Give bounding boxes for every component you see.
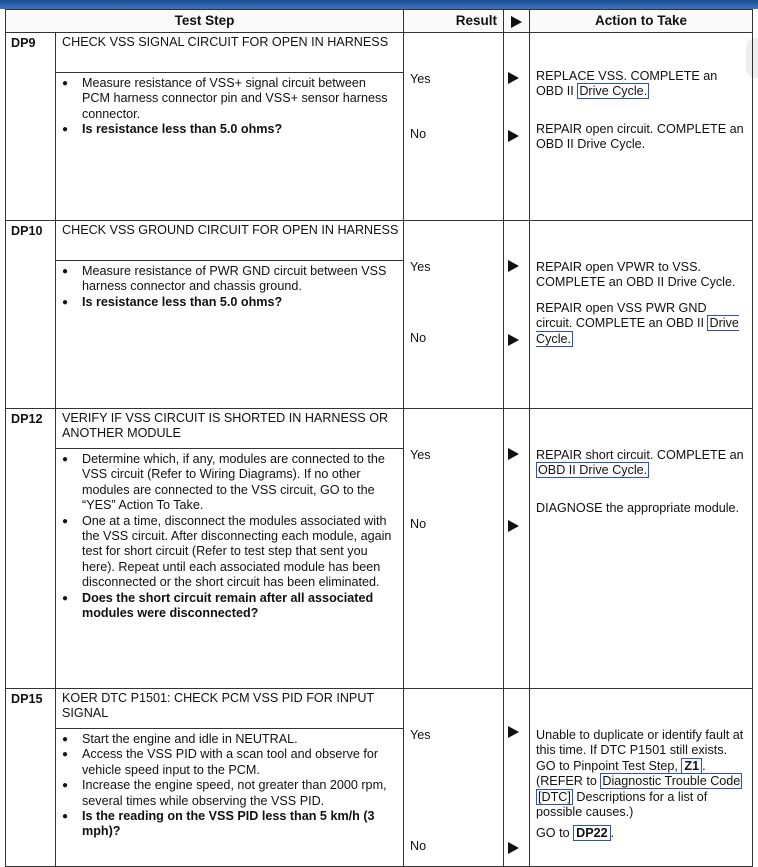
- result-no: No: [410, 331, 427, 346]
- result-yes: Yes: [410, 728, 431, 742]
- step-title-row: [6, 409, 753, 449]
- step-title-row: [6, 221, 753, 261]
- step-id: DP12: [6, 409, 56, 689]
- action-no: [536, 826, 746, 841]
- step-bullet: ● Determine which, if any, modules are connected to the VSS circuit (Refer to Wiring Diagrams). If no other modules are connected to the VSS circuit, GO to the “YES” Action To Take.: [80, 452, 397, 514]
- drive-cycle-link[interactable]: Drive Cycle.: [536, 316, 739, 346]
- diagnostic-table-sheet: [5, 9, 752, 854]
- action-cell: [530, 409, 753, 689]
- arrow-cell: [504, 409, 530, 689]
- step-body: [56, 73, 404, 221]
- action-no: REPAIR open circuit. COMPLETE an OBD II Drive Cycle.: [536, 121, 744, 152]
- arrow-right-icon: [508, 260, 519, 272]
- step-title: VERIFY IF VSS CIRCUIT IS SHORTED IN HARNESS OR ANOTHER MODULE: [56, 409, 404, 449]
- header-test-step: Test Step: [6, 10, 404, 33]
- drive-cycle-link[interactable]: Drive Cycle.: [579, 84, 648, 99]
- step-id: DP9: [6, 33, 56, 221]
- arrow-right-icon: [508, 130, 519, 142]
- action-yes: [536, 448, 746, 479]
- arrow-cell: [504, 33, 530, 221]
- result-yes: Yes: [410, 72, 431, 86]
- action-no: DIAGNOSE the appropriate module.: [536, 500, 740, 515]
- arrow-right-icon: [508, 448, 519, 460]
- action-cell: [530, 221, 753, 409]
- step-title-row: [6, 689, 753, 729]
- result-no: No: [410, 517, 427, 532]
- action-text: .: [610, 826, 615, 841]
- action-text: . (REFER to: [536, 758, 706, 789]
- result-cell: [404, 689, 504, 867]
- action-text: Unable to duplicate or identify fault at this time. If DTC P1501 still exists. GO to Pinpoint Test Step,: [536, 728, 744, 773]
- arrow-right-icon: [508, 72, 519, 84]
- arrow-right-icon: [508, 520, 519, 532]
- step-question: ● Is the reading on the VSS PID less than 5 km/h (3 mph)?: [80, 809, 397, 840]
- step-title: KOER DTC P1501: CHECK PCM VSS PID FOR INPUT SIGNAL: [56, 689, 404, 729]
- arrow-right-icon: [511, 16, 522, 28]
- action-no: [536, 301, 746, 347]
- step-title: CHECK VSS SIGNAL CIRCUIT FOR OPEN IN HARNESS: [56, 33, 404, 73]
- step-bullet: ● Measure resistance of VSS+ signal circuit between PCM harness connector pin and VSS+ sensor harness connector.: [80, 76, 397, 122]
- arrow-right-icon: [508, 842, 519, 854]
- action-cell: [530, 33, 753, 221]
- step-bullet: ● Start the engine and idle in NEUTRAL.: [80, 732, 397, 747]
- action-cell: [530, 689, 753, 867]
- arrow-cell: [504, 221, 530, 409]
- action-yes: [536, 69, 746, 100]
- action-yes: REPAIR open VPWR to VSS. COMPLETE an OBD II Drive Cycle.: [536, 260, 736, 290]
- step-id: DP15: [6, 689, 56, 867]
- step-bullet: ● Increase the engine speed, not greater than 2000 rpm, several times while observing the VSS PID.: [80, 778, 397, 809]
- action-text: REPLACE VSS. COMPLETE an OBD II: [536, 69, 718, 99]
- dtc-link[interactable]: Diagnostic Trouble Code: [602, 774, 741, 789]
- action-text: GO to: [536, 826, 574, 841]
- action-text: REPAIR open VSS PWR GND circuit. COMPLETE an OBD II: [536, 300, 708, 331]
- header-result: Result: [404, 10, 504, 33]
- drive-cycle-link[interactable]: OBD II Drive Cycle.: [538, 463, 648, 478]
- result-cell: [404, 33, 504, 221]
- header-action: Action to Take: [530, 10, 753, 33]
- action-yes: [536, 728, 746, 820]
- step-body: [56, 449, 404, 689]
- result-no: No: [410, 127, 427, 142]
- step-title-row: [6, 33, 753, 73]
- step-body: [56, 729, 404, 867]
- step-body: [56, 261, 404, 409]
- step-question: ● Is resistance less than 5.0 ohms?: [80, 295, 397, 310]
- pinpoint-step-link[interactable]: DP22: [573, 825, 611, 841]
- result-cell: [404, 221, 504, 409]
- step-bullet: ● One at a time, disconnect the modules associated with the VSS circuit. After disconnecting each module, again test for short circuit (Refer to test step that sent you here). Repeat until each associated module has been disconnected or the short circuit has been eliminated.: [80, 514, 397, 591]
- dtc-abbrev-link[interactable]: [DTC]: [538, 789, 571, 804]
- arrow-cell: [504, 689, 530, 867]
- result-yes: Yes: [410, 448, 431, 462]
- table-header-row: [6, 10, 753, 33]
- step-question: ● Does the short circuit remain after all associated modules were disconnected?: [80, 591, 397, 622]
- step-question: ● Is resistance less than 5.0 ohms?: [80, 122, 397, 137]
- step-bullet: ● Measure resistance of PWR GND circuit between VSS harness connector and chassis ground.: [80, 264, 397, 295]
- window-top-bar: [0, 0, 758, 9]
- step-title: CHECK VSS GROUND CIRCUIT FOR OPEN IN HARNESS: [56, 221, 404, 261]
- action-text: Descriptions for a list of possible causes.): [536, 789, 708, 820]
- pinpoint-test-table: [5, 9, 753, 867]
- result-cell: [404, 409, 504, 689]
- result-yes: Yes: [410, 260, 431, 274]
- arrow-right-icon: [508, 726, 519, 738]
- result-no: No: [410, 839, 427, 854]
- pinpoint-step-link[interactable]: Z1: [681, 758, 702, 774]
- arrow-right-icon: [508, 334, 519, 346]
- header-arrow-cell: [504, 10, 530, 33]
- step-id: DP10: [6, 221, 56, 409]
- step-bullet: ● Access the VSS PID with a scan tool and observe for vehicle speed input to the PCM.: [80, 747, 397, 778]
- action-text: REPAIR short circuit. COMPLETE an: [536, 448, 744, 462]
